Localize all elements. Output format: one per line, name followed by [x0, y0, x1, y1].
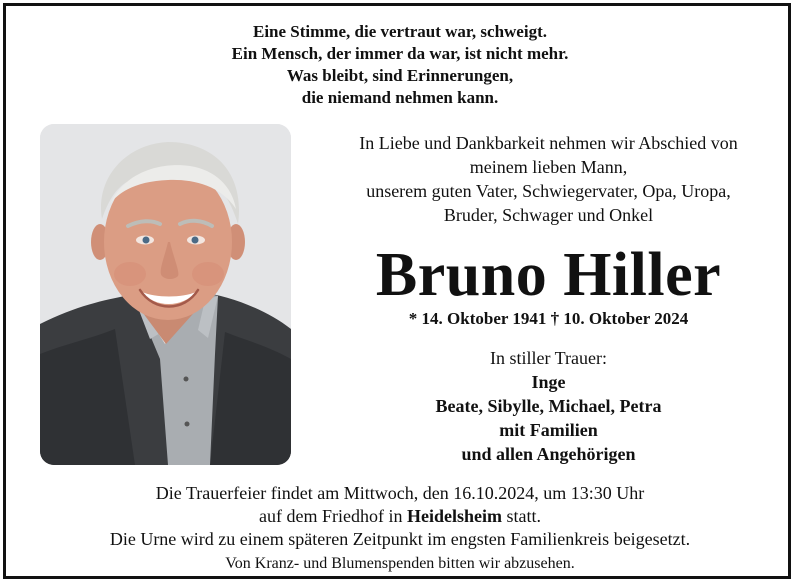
service-place-name: Heidelsheim [406, 506, 502, 526]
poem-line: Was bleibt, sind Erinnerungen, [286, 66, 514, 85]
deceased-name: Bruno Hiller [375, 241, 722, 309]
service-line-urn: Die Urne wird zu einem späteren Zeitpunkt im engsten Familienkreis beigesetzt. [109, 529, 691, 549]
service-line-place [6, 505, 794, 528]
mourner-name: und allen Angehörigen [461, 444, 636, 464]
intro-line: In Liebe und Dankbarkeit nehmen wir Abschied von [359, 133, 738, 153]
intro-line: unserem guten Vater, Schwiegervater, Opa, Uropa, [366, 181, 731, 201]
service-place-suffix: statt. [501, 506, 541, 526]
mourner-name: Inge [531, 372, 566, 392]
service-info [6, 482, 794, 577]
poem-line: Ein Mensch, der immer da war, ist nicht mehr. [231, 44, 569, 63]
service-line-time: Die Trauerfeier findet am Mittwoch, den 16.10.2024, um 13:30 Uhr [155, 483, 645, 503]
mourners [306, 346, 791, 466]
portrait-illustration [40, 124, 291, 465]
intro-line: Bruder, Schwager und Onkel [443, 205, 654, 225]
poem [6, 21, 794, 109]
obituary-frame [3, 3, 791, 579]
mourner-name: Beate, Sibylle, Michael, Petra [435, 396, 662, 416]
poem-line: Eine Stimme, die vertraut war, schweigt. [253, 22, 547, 41]
mourner-name: mit Familien [499, 420, 598, 440]
service-place-prefix: auf dem Friedhof in [259, 506, 407, 526]
intro-line: meinem lieben Mann, [469, 157, 628, 177]
mourners-heading: In stiller Trauer: [490, 348, 607, 368]
portrait-photo [40, 124, 291, 465]
service-line-flowers: Von Kranz- und Blumenspenden bitten wir abzusehen. [225, 555, 575, 572]
life-dates: * 14. Oktober 1941 † 10. Oktober 2024 [408, 309, 689, 328]
intro-text [306, 131, 791, 227]
poem-line: die niemand nehmen kann. [301, 88, 499, 107]
